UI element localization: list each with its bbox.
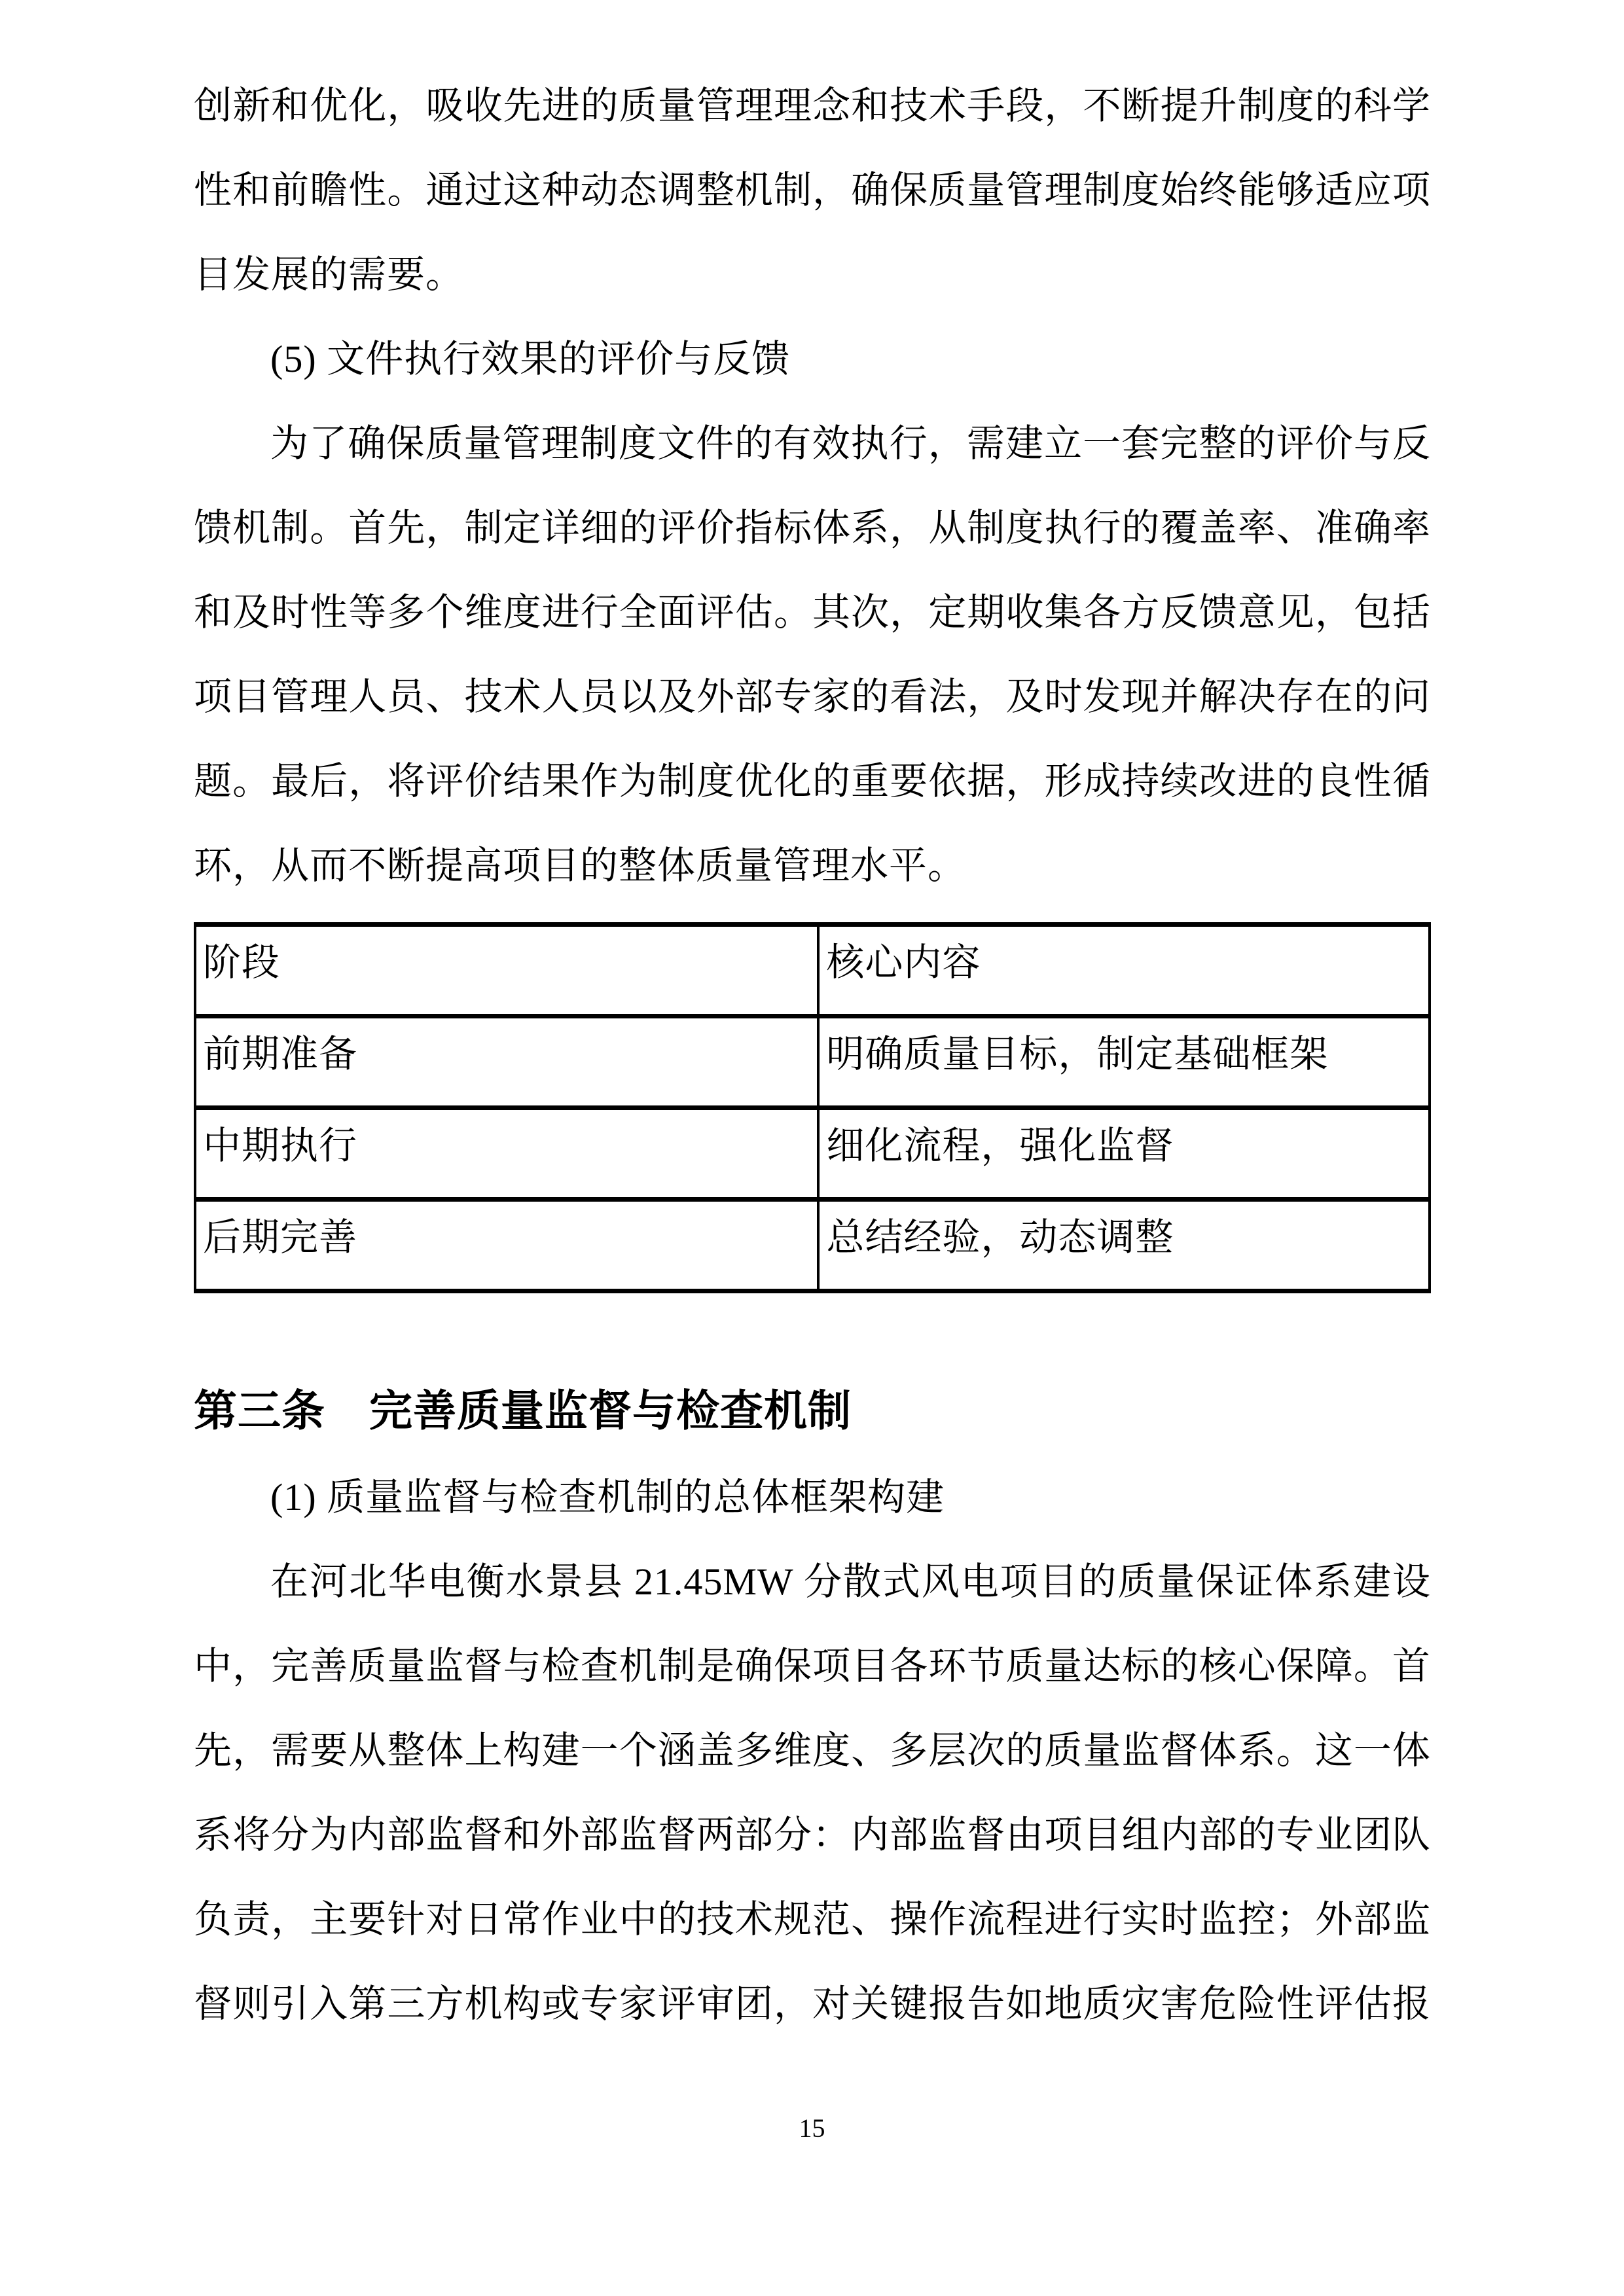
text-line: 馈机制。首先，制定详细的评价指标体系，从制度执行的覆盖率、准确率 xyxy=(194,507,1431,549)
phase-table xyxy=(194,922,1431,1293)
text-line: 和及时性等多个维度进行全面评估。其次，定期收集各方反馈意见，包括 xyxy=(194,591,1431,634)
table-body xyxy=(195,1016,1430,1291)
text-line: 项目管理人员、技术人员以及外部专家的看法，及时发现并解决存在的问 xyxy=(194,675,1431,718)
para-supervision-framework xyxy=(194,1539,1431,2046)
text-line: 创新和优化，吸收先进的质量管理理念和技术手段，不断提升制度的科学 xyxy=(194,84,1431,127)
table-cell: 细化流程，强化监督 xyxy=(818,1108,1430,1200)
text-line: 督则引入第三方机构或专家评审团，对关键报告如地质灾害危险性评估报 xyxy=(194,1982,1431,2025)
table-cell: 前期准备 xyxy=(195,1016,818,1108)
text-line: 先，需要从整体上构建一个涵盖多维度、多层次的质量监督体系。这一体 xyxy=(194,1729,1431,1772)
item-1-heading xyxy=(194,1455,1431,1539)
text-line: 目发展的需要。 xyxy=(194,253,465,296)
table-row xyxy=(195,1016,1430,1108)
text-line: 负责，主要针对日常作业中的技术规范、操作流程进行实时监控；外部监 xyxy=(194,1898,1431,1941)
table-header-cell: 阶段 xyxy=(195,925,818,1016)
text-line: 中，完善质量监督与检查机制是确保项目各环节质量达标的核心保障。首 xyxy=(194,1645,1431,1687)
text-line: 为了确保质量管理制度文件的有效执行，需建立一套完整的评价与反 xyxy=(270,422,1431,465)
table-header xyxy=(195,925,1430,1016)
table-row xyxy=(195,1108,1430,1200)
text-line: 性和前瞻性。通过这种动态调整机制，确保质量管理制度始终能够适应项 xyxy=(194,169,1431,211)
page-number: 15 xyxy=(799,2113,825,2143)
table-header-cell: 核心内容 xyxy=(818,925,1430,1016)
table-cell: 明确质量目标，制定基础框架 xyxy=(818,1016,1430,1108)
table-cell: 后期完善 xyxy=(195,1200,818,1291)
text-line: 题。最后，将评价结果作为制度优化的重要依据，形成持续改进的良性循 xyxy=(194,760,1431,802)
text-line: 在河北华电衡水景县 21.45MW 分散式风电项目的质量保证体系建设 xyxy=(270,1560,1431,1603)
table-row xyxy=(195,1200,1430,1291)
para-continuation xyxy=(194,63,1431,317)
item-5-heading xyxy=(194,317,1431,401)
table-header-row xyxy=(195,925,1430,1016)
text-line: 环，从而不断提高项目的整体质量管理水平。 xyxy=(194,844,967,887)
article-3-heading: 第三条 完善质量监督与检查机制 xyxy=(194,1388,852,1435)
table-cell: 总结经验，动态调整 xyxy=(818,1200,1430,1291)
para-evaluation-feedback xyxy=(194,401,1431,908)
text-line: (1) 质量监督与检查机制的总体框架构建 xyxy=(270,1476,945,1518)
text-line: (5) 文件执行效果的评价与反馈 xyxy=(270,338,791,380)
text-line: 系将分为内部监督和外部监督两部分：内部监督由项目组内部的专业团队 xyxy=(194,1814,1431,1856)
table-cell: 中期执行 xyxy=(195,1108,818,1200)
